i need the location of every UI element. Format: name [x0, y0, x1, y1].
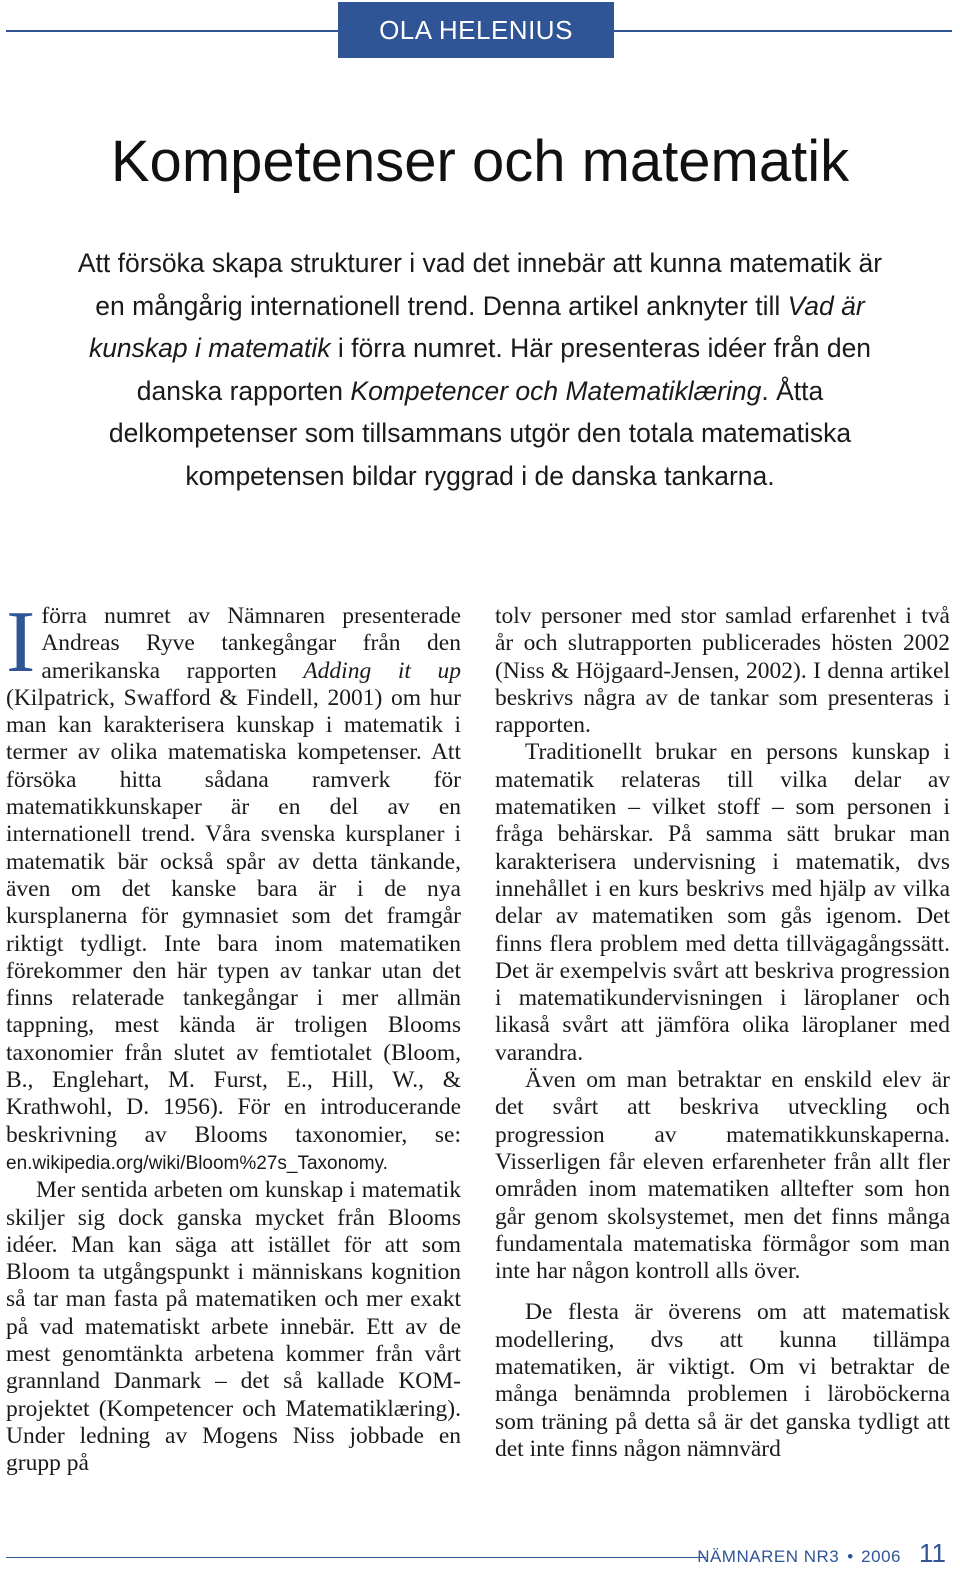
footer-year: 2006 [861, 1547, 901, 1566]
body-text: förra numret av Nämnaren presenterade Andreas Ryve tankegångar från den amerikanska rapporten [41, 603, 461, 684]
footer-separator: • [847, 1547, 854, 1566]
body-italic: Adding it up [303, 657, 461, 684]
body-paragraph: Även om man betraktar en enskild elev är det svårt att beskriva utveckling och progression av matematikkunskaperna. Visserligen får eleven erfarenheter från allt fler områden inom matematiken alltefter som hon går genom skolsystemet, men det finns många fundamentala matematiska förmågor som man inte har någon kontroll alls över. [495, 1067, 950, 1285]
body-paragraph [6, 594, 461, 1177]
article-title: Kompetenser och matematik [110, 129, 850, 194]
author-banner [338, 2, 614, 58]
page-number: 11 [919, 1538, 946, 1568]
body-paragraph: Traditionellt brukar en persons kunskap i matematik relateras till vilka delar av matematiken – vilket stoff – som personen i fråga behärskar. På samma sätt brukar man karakterisera undervisning i matematik, dvs innehållet i en kurs beskrivs med hjälp av vilka delar av matematiken som gås igenom. Det finns flera problem med detta tillvägagångssätt. Det är exempelvis svårt att beskriva progression i matematikundervisningen i läroplaner och likaså svårt att jämföra olika läroplaner med varandra. [495, 739, 950, 1066]
header-rule-left [6, 30, 340, 32]
lead-text-1: Att försöka skapa strukturer i vad det innebär att kunna matematik är en mångårig internationell trend. Denna artikel anknyter till [77, 248, 883, 321]
author-name: OLA HELENIUS [379, 14, 573, 45]
wikipedia-url: en.wikipedia.org/wiki/Bloom%27s_Taxonomy. [6, 1152, 388, 1174]
lead-italic-2: Kompetencer och Matematiklæring [350, 375, 762, 406]
lead-text-3: . Åtta delkompetenser som tillsammans utgör den totala matematiska kompetensen bildar ryggrad i de danska tankarna. [108, 375, 852, 491]
body-paragraph: Mer sentida arbeten om kunskap i matematik skiljer sig dock ganska mycket från Blooms idéer. Man kan säga att istället för att som Bloom ta utgångspunkt i människans kognition så tar man fasta på matematiken och mer exakt på vad matematiskt arbete innebär. Ett av de mest genomtänkta arbetena kommer från vårt grannland Danmark – det så kallade KOM-projektet (Kompetencer och Matematiklæring). Under ledning av Mogens Niss jobbade en grupp på [6, 1177, 461, 1477]
lead-italic-1: Vad är kunskap i matematik [88, 290, 865, 363]
body-column-right [495, 603, 950, 1463]
body-paragraph: De flesta är överens om att matematisk modellering, dvs att kunna tillämpa matematiken, är viktigt. Om vi betraktar de många benämnda problemen i läroböckerna som träning på detta så är det ganska tydligt att det inte finns någon nämnvärd [495, 1299, 950, 1462]
body-paragraph: tolv personer med stor samlad erfarenhet i två år och slutrapporten publicerades hösten 2002 (Niss & Höjgaard-Jensen, 2002). I denna artikel beskrivs några av de tankar som presenteras i rapporten. [495, 603, 950, 739]
lead-text-2: i förra numret. Här presenteras idéer från den danska rapporten [136, 333, 872, 406]
article-lead [60, 242, 900, 497]
page-footer [697, 1538, 946, 1569]
body-column-left [6, 594, 461, 1478]
footer-journal: NÄMNAREN NR3 [697, 1547, 840, 1566]
header-rule-right [612, 30, 952, 32]
footer-rule [6, 1557, 706, 1558]
body-text: (Kilpatrick, Swafford & Findell, 2001) om hur man kan karakterisera kunskap i matematik i termer av olika matematiska kompetenser. Att försöka hitta sådana ramverk för matematikkunskaper är en del av en internationell trend. Våra svenska kursplaner i matematik bär också spår av detta tänkande, även om det kanske bara är i de nya kursplanerna för gymnasiet som det framgår riktigt tydligt. Inte bara inom matematiken förekommer den här typen av tankar utan det finns relaterade tankegångar i mer allmän tappning, mest kända är troligen Blooms taxonomier från slutet av femtiotalet (Bloom, B., Englehart, M. Furst, E., Hill, W., & Krathwohl, D. 1956). För en introducerande beskrivning av Blooms taxonomier, se: [6, 684, 461, 1148]
drop-cap: I [6, 594, 36, 691]
